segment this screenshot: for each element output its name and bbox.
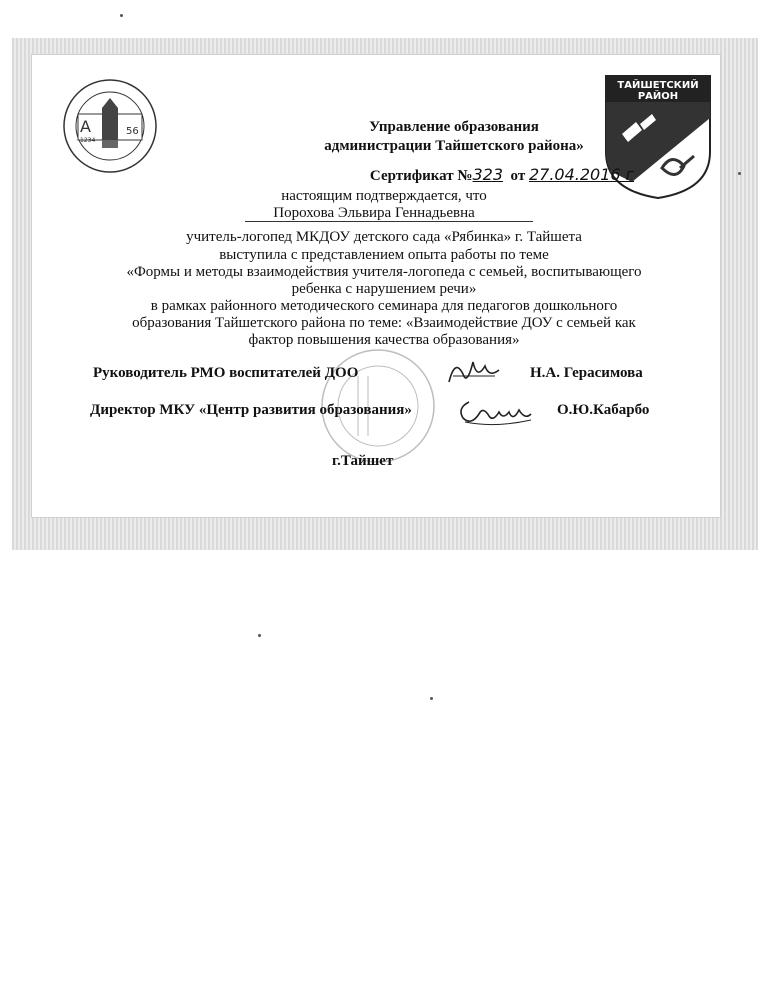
svg-text:1234: 1234 xyxy=(80,137,96,144)
context-line3: фактор повышения качества образования» xyxy=(248,332,520,348)
org-title-line1: Управление образования xyxy=(369,119,539,135)
signatory-1-name: Н.А. Герасимова xyxy=(530,365,643,381)
certificate-heading xyxy=(118,166,768,185)
scan-speck xyxy=(258,634,261,637)
action-text: выступила с представлением опыта работы по теме xyxy=(219,247,549,263)
context-line1: в рамках районного методического семинара для педагогов дошкольного xyxy=(150,298,618,314)
city-footer: г.Тайшет xyxy=(332,453,394,469)
signature-1-icon xyxy=(445,356,503,390)
signatory-2-role: Директор МКУ «Центр развития образования» xyxy=(90,402,412,418)
certificate-date: 27.04.2016 г xyxy=(528,165,635,184)
signatory-1-role: Руководитель РМО воспитателей ДОО xyxy=(93,365,359,381)
shield-title-line1: ТАЙШЕТСКИЙ xyxy=(617,80,699,91)
date-label: от xyxy=(510,168,526,184)
svg-text:56: 56 xyxy=(126,126,139,137)
signatory-2-name: О.Ю.Кабарбо xyxy=(557,402,650,418)
topic-line1: «Формы и методы взаимодействия учителя-логопеда с семьей, воспитывающего xyxy=(126,264,642,280)
recipient-underline xyxy=(245,221,533,222)
confirm-text: настоящим подтверждается, что xyxy=(281,188,487,204)
certificate-label: Сертификат № xyxy=(369,168,473,184)
recipient-name: Порохова Эльвира Геннадьевна xyxy=(273,205,475,221)
org-title-line2: администрации Тайшетского района» xyxy=(324,138,584,154)
topic-line2: ребенка с нарушением речи» xyxy=(291,281,477,297)
shield-title-line2: РАЙОН xyxy=(637,91,679,102)
scan-speck xyxy=(430,697,433,700)
seal-letter: А xyxy=(80,117,91,136)
certificate-number: 323 xyxy=(472,165,504,184)
scan-speck xyxy=(120,14,123,17)
signature-2-icon xyxy=(455,394,535,428)
context-line2: образования Тайшетского района по теме: «Взаимодействие ДОУ с семьей как xyxy=(132,315,636,331)
recipient-position: учитель-логопед МКДОУ детского сада «Рябинка» г. Тайшета xyxy=(186,229,582,245)
scan-speck xyxy=(738,172,741,175)
